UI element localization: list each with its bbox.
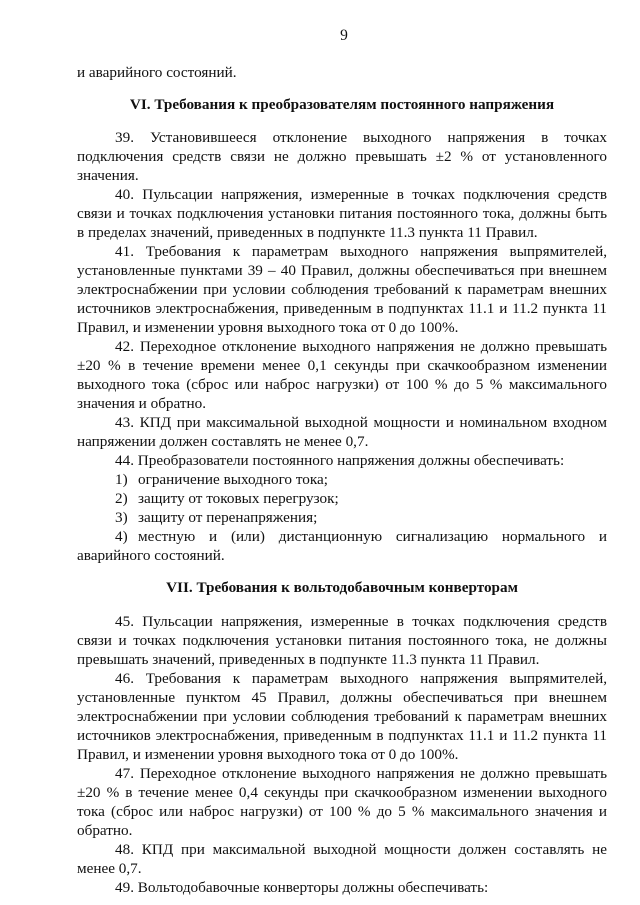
paragraph-44: 44. Преобразователи постоянного напряжения должны обеспечивать: xyxy=(115,452,565,469)
paragraph-39: 39. Установившееся отклонение выходного напряжения в точках подключения средств связи не должно превышать ±2 % от установленного значения. xyxy=(77,129,607,184)
paragraph-45: 45. Пульсации напряжения, измеренные в точках подключения средств связи и точках подключения установки питания постоянного тока, не должны превышать значений, приведенных в подпункте 11.3 пункта 11 Правил. xyxy=(77,613,607,668)
list-item-text: защиту от перенапряжения; xyxy=(138,509,318,526)
list-item-number: 4) xyxy=(115,528,128,545)
section-heading-vii: VII. Требования к вольтодобавочным конверторам xyxy=(166,579,518,596)
paragraph-49: 49. Вольтодобавочные конверторы должны обеспечивать: xyxy=(115,879,489,896)
paragraph-43: 43. КПД при максимальной выходной мощности и номинальном входном напряжении должен составлять не менее 0,7. xyxy=(77,414,607,450)
paragraph-46: 46. Требования к параметрам выходного напряжения выпрямителей, установленные пунктом 45 Правил, должны обеспечиваться при внешнем электроснабжении при условии соблюдения требований к параметрам внешних источников электроснабжения, приведенным в подпунктах 11.1 и 11.2 пункта 11 Правил, и изменении уровня выходного тока от 0 до 100%. xyxy=(77,670,607,763)
document-page xyxy=(77,26,607,897)
list-item-number: 2) xyxy=(115,490,128,507)
list-item xyxy=(77,508,607,527)
intro-line: и аварийного состояний. xyxy=(77,64,237,81)
list-item-number: 3) xyxy=(115,509,128,526)
list-item-text: местную и (или) дистанционную сигнализацию нормального и аварийного состояний. xyxy=(77,528,607,564)
list-item-number: 1) xyxy=(115,471,128,488)
list-item-text: защиту от токовых перегрузок; xyxy=(138,490,339,507)
paragraph-42: 42. Переходное отклонение выходного напряжения не должно превышать ±20 % в течение времени менее 0,1 секунды при скачкообразном изменении выходного тока (сброс или наброс нагрузки) от 100 % до 5 % максимального значения и обратно. xyxy=(77,338,607,412)
paragraph-47: 47. Переходное отклонение выходного напряжения не должно превышать ±20 % в течение менее 0,4 секунды при скачкообразном изменении выходного тока (сброс или наброс нагрузки) от 100 % до 5 % максимального значения и обратно. xyxy=(77,765,607,839)
list-item xyxy=(77,470,607,489)
list-item xyxy=(77,527,607,565)
paragraph-48: 48. КПД при максимальной выходной мощности должен составлять не менее 0,7. xyxy=(77,841,607,877)
paragraph-41: 41. Требования к параметрам выходного напряжения выпрямителей, установленные пунктами 39 – 40 Правил, должны обеспечиваться при внешнем электроснабжении при условии соблюдения требований к параметрам внешних источников электроснабжения, приведенным в подпунктах 11.1 и 11.2 пункта 11 Правил, и изменении уровня выходного тока от 0 до 100%. xyxy=(77,243,607,336)
section-heading-vi: VI. Требования к преобразователям постоянного напряжения xyxy=(129,96,555,113)
list-item-text: ограничение выходного тока; xyxy=(138,471,328,488)
page-number: 9 xyxy=(340,27,348,44)
list-item xyxy=(77,489,607,508)
paragraph-40: 40. Пульсации напряжения, измеренные в точках подключения средств связи и точках подключения установки питания постоянного тока, должны быть в пределах значений, приведенных в подпункте 11.3 пункта 11 Правил. xyxy=(77,186,607,241)
